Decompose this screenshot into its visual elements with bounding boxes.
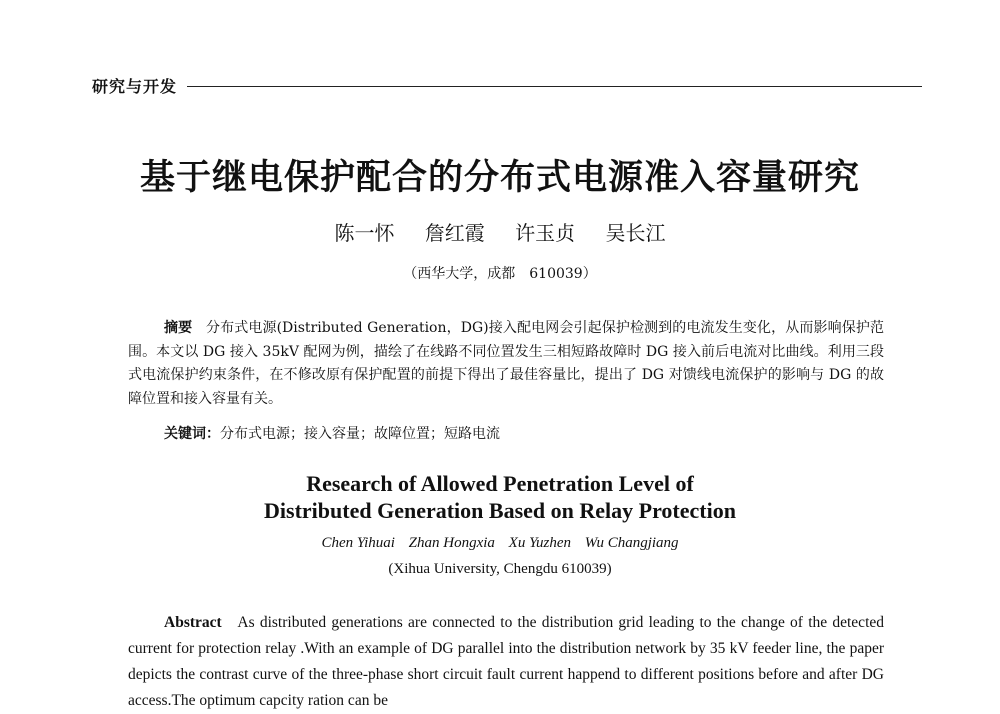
english-title-line-1: Research of Allowed Penetration Level of xyxy=(306,471,694,496)
chinese-keywords-text: 分布式电源；接入容量；故障位置；短路电流 xyxy=(220,426,500,442)
chinese-keywords-label: 关键词： xyxy=(164,426,220,442)
author-cn-1: 陈一怀 xyxy=(334,221,395,245)
english-abstract-text: As distributed generations are connected to the distribution grid leading to the change of the detected current for protection relay .With an example of DG parallel into the distribution network by 35 kV feeder line, the paper depicts the contrast curve of the three-phase short circuit fault current happend to different positions before and after DG access.The optimum capcity ration can be xyxy=(128,614,885,709)
section-label: 研究与开发 xyxy=(92,77,178,96)
author-en-1: Chen Yihuai xyxy=(321,535,395,551)
chinese-abstract-label: 摘要 xyxy=(164,320,193,336)
chinese-affiliation: （西华大学，成都 610039） xyxy=(403,266,597,282)
chinese-abstract-text: 分布式电源(Distributed Generation，DG)接入配电网会引起保护检测到的电流发生变化，从而影响保护范围。本文以 DG 接入 35kV 配网为例，描绘了在线路不同位置发生三相短路故障时 DG 接入前后电流对比曲线。利用三段式电流保护约束条件，在不修改原有保护配置的前提下得出了最佳容量比，提出了 DG 对馈线电流保护的影响与 DG 的故障位置和接入容量有关。 xyxy=(128,320,884,407)
english-authors xyxy=(0,535,1000,552)
english-title-line-2: Distributed Generation Based on Relay Protection xyxy=(264,498,736,523)
author-cn-3: 许玉贞 xyxy=(515,221,576,245)
header-rule xyxy=(187,86,922,87)
english-title xyxy=(0,470,1000,524)
english-abstract-label: Abstract xyxy=(164,614,222,631)
author-cn-2: 詹红霞 xyxy=(424,221,485,245)
section-header xyxy=(92,74,922,97)
chinese-title: 基于继电保护配合的分布式电源准入容量研究 xyxy=(139,158,860,198)
english-abstract xyxy=(128,610,884,714)
english-affiliation: (Xihua University, Chengdu 610039) xyxy=(388,561,612,577)
author-en-2: Zhan Hongxia xyxy=(408,535,495,551)
chinese-authors xyxy=(0,217,1000,246)
author-en-4: Wu Changjiang xyxy=(584,535,679,551)
author-cn-4: 吴长江 xyxy=(605,221,666,245)
author-en-3: Xu Yuzhen xyxy=(508,535,572,551)
chinese-keywords xyxy=(164,423,500,443)
chinese-abstract xyxy=(128,317,884,411)
